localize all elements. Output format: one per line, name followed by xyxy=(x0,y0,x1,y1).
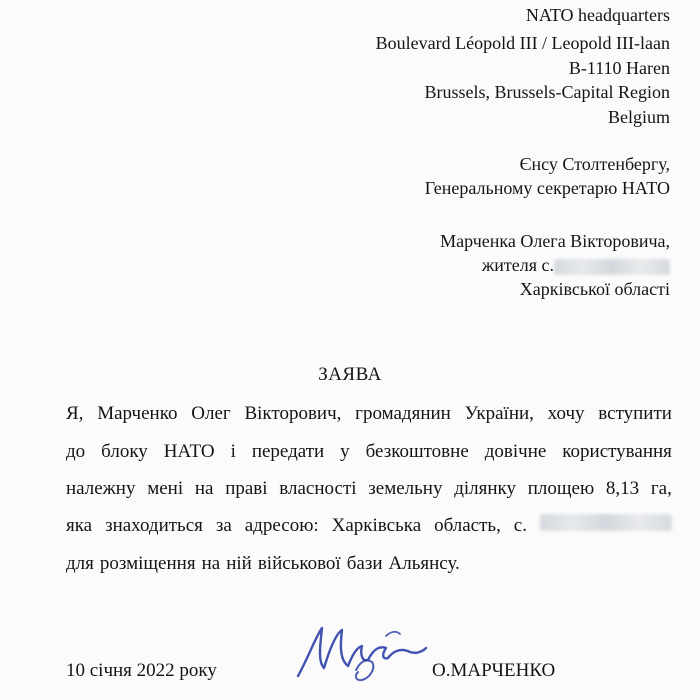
word: і xyxy=(230,441,236,462)
word: Харківська xyxy=(331,515,422,536)
word: площею xyxy=(527,478,595,499)
document-title: ЗАЯВА xyxy=(318,364,382,385)
word: хочу xyxy=(547,403,585,424)
word: на xyxy=(201,553,221,574)
addressee-name: Єнсу Столтенбергу, xyxy=(519,154,670,174)
word: Я, xyxy=(66,403,84,424)
word: для xyxy=(66,553,94,574)
addressee-position: Генеральному секретарю НАТО xyxy=(424,178,670,198)
word: знаходиться xyxy=(105,515,203,536)
word: га, xyxy=(650,478,672,499)
word: належну xyxy=(66,478,136,499)
word: 8,13 xyxy=(605,478,640,499)
residence-prefix: жителя с. xyxy=(481,255,554,275)
handwritten-signature xyxy=(290,618,430,688)
document-date: 10 січня 2022 року xyxy=(66,660,217,681)
word: яка xyxy=(66,515,93,536)
body-line xyxy=(66,552,672,576)
word: розміщення xyxy=(99,553,196,574)
body-line xyxy=(66,402,672,426)
word: власності xyxy=(279,478,357,499)
word: Марченко xyxy=(97,403,178,424)
word: Олег xyxy=(191,403,231,424)
word: військової xyxy=(257,553,341,574)
word: користування xyxy=(562,441,672,462)
redacted-village xyxy=(540,514,672,531)
word: ділянку xyxy=(454,478,517,499)
address-line: NATO headquarters xyxy=(525,5,670,25)
word: безкоштовне xyxy=(365,441,469,462)
word: Альянсу. xyxy=(388,553,460,574)
word: с. xyxy=(513,515,527,536)
word: до xyxy=(66,441,86,462)
sender-name: Марченка Олега Вікторовича, xyxy=(440,231,670,251)
word: область, xyxy=(434,515,501,536)
word: у xyxy=(340,441,350,462)
word: громадянин xyxy=(355,403,451,424)
word: земельну xyxy=(368,478,443,499)
address-line: Boulevard Léopold III / Leopold III-laan xyxy=(375,33,670,53)
word: за xyxy=(215,515,232,536)
body-line xyxy=(66,477,672,501)
word: вступити xyxy=(598,403,672,424)
body-line xyxy=(66,514,672,538)
signer-name: О.МАРЧЕНКО xyxy=(432,660,556,681)
word: Вікторович, xyxy=(244,403,342,424)
word: праві xyxy=(225,478,268,499)
address-line: B-1110 Haren xyxy=(568,58,670,78)
sender-region: Харківської області xyxy=(519,279,670,299)
address-line: Belgium xyxy=(608,107,670,127)
word: на xyxy=(194,478,214,499)
word: України, xyxy=(464,403,534,424)
word: блоку xyxy=(101,441,148,462)
word: мені xyxy=(147,478,184,499)
word: довічне xyxy=(484,441,547,462)
redacted-village xyxy=(554,259,670,275)
word: передати xyxy=(251,441,325,462)
word: бази xyxy=(346,553,383,574)
sender-residence xyxy=(482,254,670,276)
address-line: Brussels, Brussels-Capital Region xyxy=(424,82,670,102)
body-line xyxy=(66,440,672,464)
word: адресою: xyxy=(244,515,319,536)
word: ній xyxy=(226,553,252,574)
word: НАТО xyxy=(163,441,215,462)
